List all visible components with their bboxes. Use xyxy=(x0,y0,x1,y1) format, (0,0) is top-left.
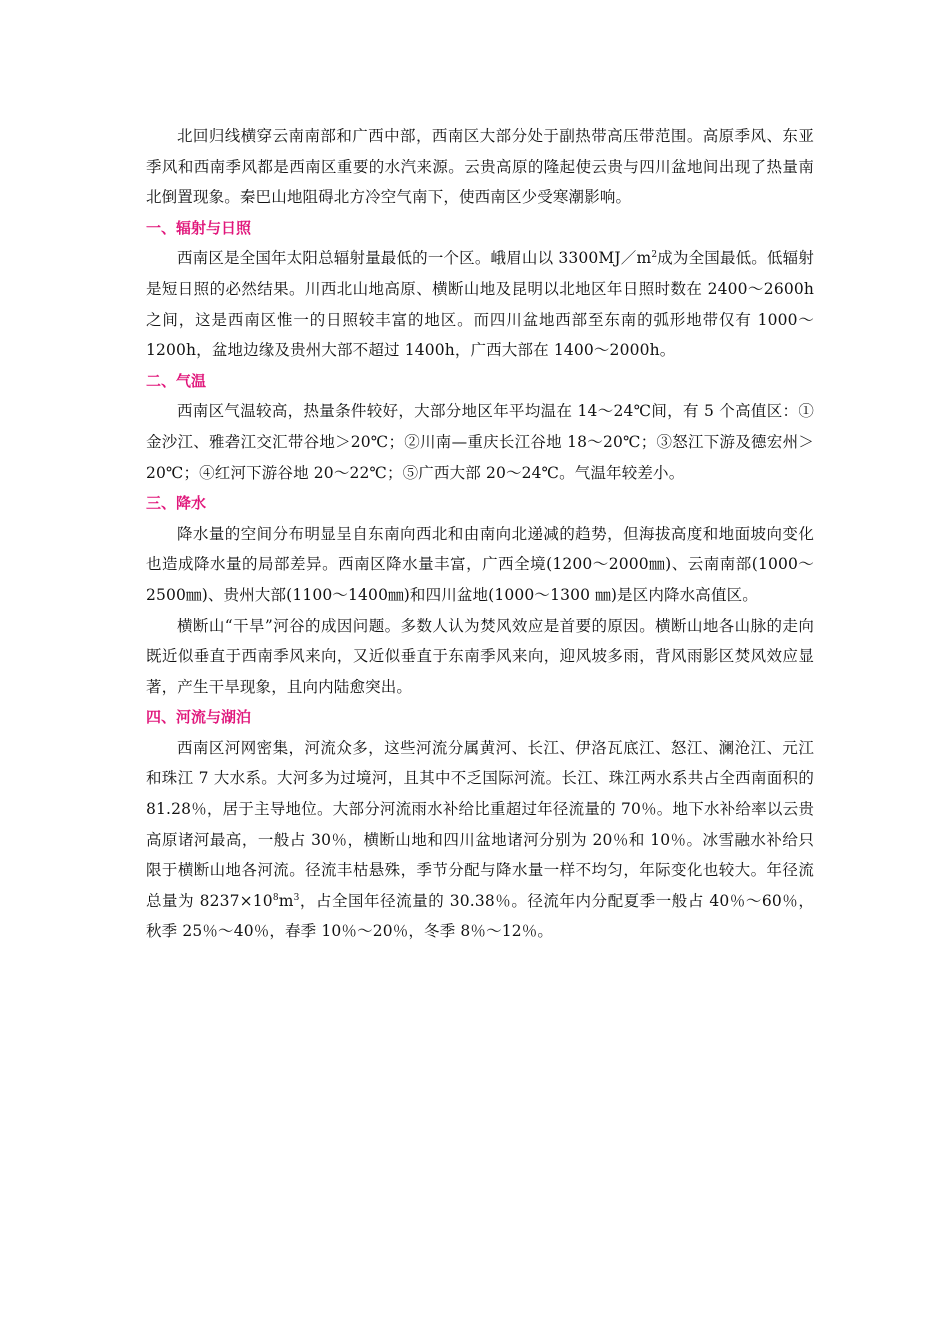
radiation-text-part2: 成为全国最低。低辐射是短日照的必然结果。川西北山地高原、横断山地及昆明以北地区年日照时数在 2400～2600h 之间，这是西南区惟一的日照较丰富的地区。而四川盆地西部至东南的弧形地带仅有 1000～1200h，盆地边缘及贵州大部不超过 1400h，广西大部在 1400～2000h。 xyxy=(146,249,814,360)
unit-meter: m xyxy=(278,891,294,910)
superscript-8: 8 xyxy=(272,892,279,903)
dry-valley-paragraph: 横断山“干旱”河谷的成因问题。多数人认为焚风效应是首要的原因。横断山地各山脉的走向既近似垂直于西南季风来向，又近似垂直于东南季风来向，迎风坡多雨，背风雨影区焚风效应显著，产生干旱现象，且向内陆愈突出。 xyxy=(146,616,814,696)
document-body xyxy=(146,121,814,947)
rivers-text-part1: 西南区河网密集，河流众多，这些河流分属黄河、长江、伊洛瓦底江、怒江、澜沧江、元江和珠江 7 大水系。大河多为过境河，且其中不乏国际河流。长江、珠江两水系共占全西南面积的 81.28％，居于主导地位。大部分河流雨水补给比重超过年径流量的 70％。地下水补给率以云贵高原诸河最高，一般占 30％，横断山地和四川盆地诸河分别为 20％和 10％。冰雪融水补给只限于横断山地各河流。径流丰枯悬殊，季节分配与降水量一样不均匀，年际变化也较大。年径流总量为 8237×10 xyxy=(146,738,814,910)
temperature-paragraph: 西南区气温较高，热量条件较好，大部分地区年平均温在 14～24℃间，有 5 个高值区：①金沙江、雅砻江交汇带谷地＞20℃；②川南—重庆长江谷地 18～20℃；③怒江下游及德宏州＞20℃；④红河下游谷地 20～22℃；⑤广西大部 20～24℃。气温年较差小。 xyxy=(146,402,814,482)
section-heading-radiation: 一、辐射与日照 xyxy=(146,218,252,237)
rivers-text-part2: ，占全国年径流量的 30.38％。径流年内分配夏季一般占 40％～60％，秋季 25％～40％，春季 10％～20％，冬季 8％～12％。 xyxy=(146,891,814,941)
superscript-2: 2 xyxy=(651,250,658,261)
section-heading-rivers-lakes: 四、河流与湖泊 xyxy=(146,708,252,727)
radiation-text-part1: 西南区是全国年太阳总辐射量最低的一个区。峨眉山以 3300MJ／m xyxy=(177,249,652,268)
superscript-3: 3 xyxy=(293,892,300,903)
intro-paragraph: 北回归线横穿云南南部和广西中部，西南区大部分处于副热带高压带范围。高原季风、东亚季风和西南季风都是西南区重要的水汽来源。云贵高原的隆起使云贵与四川盆地间出现了热量南北倒置现象。秦巴山地阻碍北方冷空气南下，使西南区少受寒潮影响。 xyxy=(146,127,814,207)
precipitation-paragraph: 降水量的空间分布明显呈自东南向西北和由南向北递减的趋势，但海拔高度和地面坡向变化也造成降水量的局部差异。西南区降水量丰富，广西全境(1200～2000㎜)、云南南部(1000～2500㎜)、贵州大部(1100～1400㎜)和四川盆地(1000～1300 ㎜)是区内降水高值区。 xyxy=(146,524,814,604)
rivers-paragraph xyxy=(146,733,814,947)
section-heading-temperature: 二、气温 xyxy=(146,371,207,390)
section-heading-precipitation: 三、降水 xyxy=(146,494,207,513)
radiation-paragraph xyxy=(146,243,814,365)
